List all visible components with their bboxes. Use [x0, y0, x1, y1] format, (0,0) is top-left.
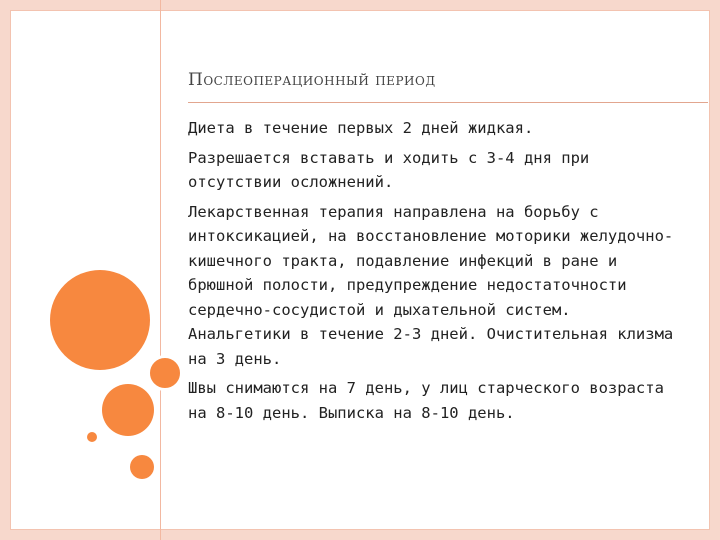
decorative-circle-medium-top [147, 355, 183, 391]
paragraph-sutures: Швы снимаются на 7 день, у лиц старческого возраста на 8-10 день. Выписка на 8-10 день. [188, 379, 664, 422]
decorative-circle-bottom [130, 455, 154, 479]
decorative-circle-medium [102, 384, 154, 436]
decorative-circle-large [50, 270, 150, 370]
decorative-circle-small [87, 432, 97, 442]
vertical-decorative-line [160, 0, 161, 540]
paragraph-activity: Разрешается вставать и ходить с 3-4 дня при отсутствии осложнений. [188, 148, 590, 191]
paragraph-diet: Диета в течение первых 2 дней жидкая. [188, 119, 534, 137]
slide-body [188, 116, 678, 430]
title-underline [188, 102, 708, 103]
paragraph-therapy: Лекарственная терапия направлена на борьбу с интоксикацией, на восстановление моторики желудочно-кишечного тракта, подавление инфекций в ране и брюшной полости, предупреждение недостаточности сердечно-сосудистой и дыхательной систем. Анальгетики в течение 2-3 дней. Очистительная клизма на 3 день. [188, 202, 674, 368]
slide-title: Послеоперационный период [188, 70, 436, 90]
